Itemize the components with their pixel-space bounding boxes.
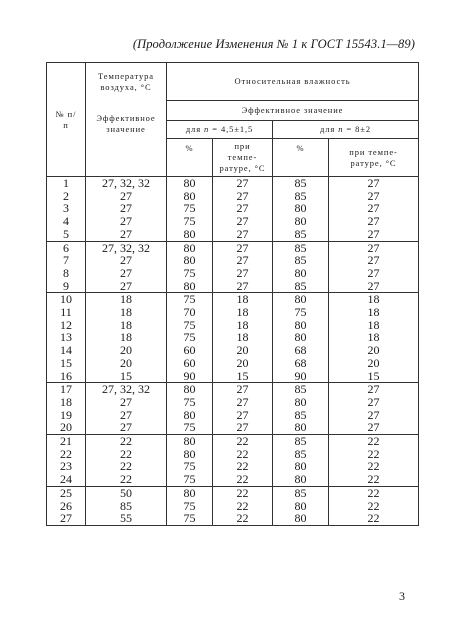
humidity-temp-b-cell: 22 — [329, 435, 419, 448]
air-temperature-cell: 50 — [86, 486, 167, 499]
air-temperature-cell: 27 — [86, 254, 167, 267]
humidity-percent-a-cell: 75 — [167, 396, 213, 409]
header-at-temp-b: при темпе- ратуре, °С — [329, 139, 419, 177]
humidity-temp-b-cell: 27 — [329, 280, 419, 293]
row-number-cell: 8 — [47, 267, 86, 280]
humidity-percent-a-cell: 80 — [167, 435, 213, 448]
humidity-percent-b-cell: 80 — [273, 293, 329, 306]
header-n-a-prefix: для — [185, 124, 202, 134]
header-percent-b: % — [273, 139, 329, 177]
humidity-percent-b-cell: 85 — [273, 241, 329, 254]
air-temperature-cell: 18 — [86, 306, 167, 319]
humidity-temp-b-cell: 22 — [329, 486, 419, 499]
table-row — [47, 293, 419, 306]
header-temp-effective: Эффективное значение — [86, 101, 167, 177]
table-row — [47, 267, 419, 280]
humidity-percent-b-cell: 80 — [273, 215, 329, 228]
air-temperature-cell: 27 — [86, 215, 167, 228]
humidity-percent-b-cell: 75 — [273, 306, 329, 319]
humidity-percent-a-cell: 80 — [167, 409, 213, 422]
header-n-a — [167, 121, 273, 139]
humidity-temp-b-cell: 18 — [329, 306, 419, 319]
humidity-percent-a-cell: 80 — [167, 280, 213, 293]
humidity-temp-b-cell: 18 — [329, 293, 419, 306]
humidity-percent-b-cell: 80 — [273, 319, 329, 332]
table-row — [47, 280, 419, 293]
humidity-percent-a-cell: 80 — [167, 241, 213, 254]
row-number-cell: 14 — [47, 344, 86, 357]
humidity-percent-a-cell: 75 — [167, 319, 213, 332]
humidity-table — [46, 62, 419, 526]
humidity-percent-a-cell: 80 — [167, 383, 213, 396]
table-row — [47, 512, 419, 525]
humidity-temp-a-cell: 22 — [213, 435, 273, 448]
humidity-percent-b-cell: 85 — [273, 383, 329, 396]
humidity-percent-a-cell: 75 — [167, 460, 213, 473]
humidity-temp-b-cell: 22 — [329, 448, 419, 461]
humidity-temp-a-cell: 27 — [213, 177, 273, 190]
humidity-percent-a-cell: 70 — [167, 306, 213, 319]
humidity-temp-b-cell: 22 — [329, 512, 419, 525]
humidity-percent-b-cell: 85 — [273, 448, 329, 461]
air-temperature-cell: 27 — [86, 267, 167, 280]
humidity-temp-a-cell: 18 — [213, 293, 273, 306]
humidity-percent-a-cell: 75 — [167, 512, 213, 525]
row-number-cell: 16 — [47, 370, 86, 383]
air-temperature-cell: 27, 32, 32 — [86, 241, 167, 254]
header-at-temp-a: при темпе- ратуре, °С — [213, 139, 273, 177]
row-number-cell: 1 — [47, 177, 86, 190]
humidity-percent-a-cell: 75 — [167, 267, 213, 280]
humidity-percent-a-cell: 80 — [167, 228, 213, 241]
humidity-percent-b-cell: 68 — [273, 344, 329, 357]
row-number-cell: 11 — [47, 306, 86, 319]
air-temperature-cell: 20 — [86, 357, 167, 370]
humidity-percent-b-cell: 85 — [273, 228, 329, 241]
table-row — [47, 344, 419, 357]
header-n-b-value: = 8±2 — [346, 124, 371, 134]
humidity-temp-b-cell: 27 — [329, 177, 419, 190]
humidity-temp-b-cell: 22 — [329, 473, 419, 486]
table-row — [47, 448, 419, 461]
table-row — [47, 306, 419, 319]
humidity-temp-b-cell: 18 — [329, 331, 419, 344]
header-note: (Продолжение Изменения № 1 к ГОСТ 15543.1—89) — [132, 37, 415, 51]
table-row — [47, 228, 419, 241]
humidity-temp-a-cell: 22 — [213, 473, 273, 486]
humidity-percent-a-cell: 80 — [167, 177, 213, 190]
row-number-cell: 24 — [47, 473, 86, 486]
air-temperature-cell: 22 — [86, 435, 167, 448]
humidity-temp-a-cell: 27 — [213, 190, 273, 203]
humidity-temp-b-cell: 22 — [329, 500, 419, 513]
header-col-temperature: Температура воздуха, °С — [86, 63, 167, 101]
humidity-percent-b-cell: 85 — [273, 409, 329, 422]
humidity-percent-a-cell: 75 — [167, 421, 213, 434]
humidity-temp-a-cell: 27 — [213, 421, 273, 434]
humidity-temp-a-cell: 27 — [213, 396, 273, 409]
header-humidity-effective: Эффективное значение — [167, 101, 419, 121]
humidity-temp-b-cell: 27 — [329, 267, 419, 280]
header-n-b-symbol: n — [338, 124, 344, 134]
humidity-temp-a-cell: 27 — [213, 383, 273, 396]
humidity-temp-b-cell: 27 — [329, 421, 419, 434]
row-number-cell: 17 — [47, 383, 86, 396]
humidity-temp-b-cell: 27 — [329, 202, 419, 215]
air-temperature-cell: 18 — [86, 293, 167, 306]
air-temperature-cell: 22 — [86, 460, 167, 473]
humidity-temp-a-cell: 27 — [213, 202, 273, 215]
humidity-temp-a-cell: 27 — [213, 267, 273, 280]
humidity-percent-b-cell: 85 — [273, 254, 329, 267]
air-temperature-cell: 27 — [86, 280, 167, 293]
table-row — [47, 500, 419, 513]
table-row — [47, 215, 419, 228]
air-temperature-cell: 27 — [86, 409, 167, 422]
table-row — [47, 435, 419, 448]
row-number-cell: 3 — [47, 202, 86, 215]
page-number: 3 — [399, 589, 405, 603]
humidity-temp-a-cell: 15 — [213, 370, 273, 383]
humidity-temp-b-cell: 15 — [329, 370, 419, 383]
row-number-cell: 23 — [47, 460, 86, 473]
air-temperature-cell: 55 — [86, 512, 167, 525]
humidity-percent-a-cell: 80 — [167, 190, 213, 203]
humidity-percent-a-cell: 75 — [167, 473, 213, 486]
air-temperature-cell: 18 — [86, 319, 167, 332]
row-number-cell: 10 — [47, 293, 86, 306]
humidity-percent-b-cell: 85 — [273, 435, 329, 448]
row-number-cell: 21 — [47, 435, 86, 448]
humidity-percent-b-cell: 80 — [273, 331, 329, 344]
header-col-number: № п/п — [47, 63, 86, 177]
humidity-percent-a-cell: 60 — [167, 344, 213, 357]
row-number-cell: 25 — [47, 486, 86, 499]
air-temperature-cell: 22 — [86, 473, 167, 486]
row-number-cell: 13 — [47, 331, 86, 344]
table-row — [47, 177, 419, 190]
humidity-percent-b-cell: 80 — [273, 460, 329, 473]
humidity-percent-a-cell: 60 — [167, 357, 213, 370]
humidity-temp-b-cell: 27 — [329, 383, 419, 396]
table-row — [47, 409, 419, 422]
humidity-temp-a-cell: 27 — [213, 280, 273, 293]
air-temperature-cell: 27 — [86, 396, 167, 409]
humidity-temp-b-cell: 27 — [329, 241, 419, 254]
humidity-percent-b-cell: 85 — [273, 486, 329, 499]
table-row — [47, 421, 419, 434]
table-row — [47, 383, 419, 396]
humidity-percent-b-cell: 80 — [273, 396, 329, 409]
humidity-temp-a-cell: 22 — [213, 486, 273, 499]
humidity-temp-b-cell: 18 — [329, 319, 419, 332]
row-number-cell: 19 — [47, 409, 86, 422]
row-number-cell: 15 — [47, 357, 86, 370]
humidity-percent-b-cell: 85 — [273, 280, 329, 293]
air-temperature-cell: 27, 32, 32 — [86, 177, 167, 190]
row-number-cell: 6 — [47, 241, 86, 254]
air-temperature-cell: 27 — [86, 190, 167, 203]
humidity-temp-a-cell: 27 — [213, 254, 273, 267]
row-number-cell: 26 — [47, 500, 86, 513]
table-row — [47, 241, 419, 254]
row-number-cell: 7 — [47, 254, 86, 267]
table-row — [47, 254, 419, 267]
humidity-temp-b-cell: 27 — [329, 409, 419, 422]
row-number-cell: 20 — [47, 421, 86, 434]
air-temperature-cell: 85 — [86, 500, 167, 513]
humidity-temp-a-cell: 20 — [213, 344, 273, 357]
humidity-percent-b-cell: 80 — [273, 500, 329, 513]
table-row — [47, 202, 419, 215]
humidity-temp-b-cell: 22 — [329, 460, 419, 473]
humidity-percent-a-cell: 80 — [167, 448, 213, 461]
humidity-percent-b-cell: 80 — [273, 512, 329, 525]
humidity-temp-b-cell: 27 — [329, 215, 419, 228]
air-temperature-cell: 27 — [86, 228, 167, 241]
humidity-percent-a-cell: 75 — [167, 293, 213, 306]
header-n-b-prefix: для — [320, 124, 336, 134]
humidity-percent-b-cell: 90 — [273, 370, 329, 383]
table-row — [47, 486, 419, 499]
air-temperature-cell: 27 — [86, 421, 167, 434]
table-row — [47, 370, 419, 383]
humidity-percent-b-cell: 85 — [273, 190, 329, 203]
table-row — [47, 319, 419, 332]
header-percent-a: % — [167, 139, 213, 177]
humidity-temp-b-cell: 27 — [329, 228, 419, 241]
row-number-cell: 2 — [47, 190, 86, 203]
humidity-percent-a-cell: 75 — [167, 500, 213, 513]
humidity-percent-b-cell: 80 — [273, 473, 329, 486]
humidity-percent-a-cell: 75 — [167, 215, 213, 228]
humidity-percent-a-cell: 75 — [167, 331, 213, 344]
humidity-temp-b-cell: 20 — [329, 357, 419, 370]
humidity-temp-a-cell: 22 — [213, 448, 273, 461]
humidity-percent-a-cell: 75 — [167, 202, 213, 215]
humidity-percent-a-cell: 90 — [167, 370, 213, 383]
table-row — [47, 357, 419, 370]
humidity-temp-a-cell: 22 — [213, 460, 273, 473]
humidity-temp-a-cell: 27 — [213, 215, 273, 228]
humidity-temp-a-cell: 22 — [213, 512, 273, 525]
air-temperature-cell: 27 — [86, 202, 167, 215]
header-n-a-symbol: n — [204, 124, 210, 134]
humidity-percent-a-cell: 80 — [167, 254, 213, 267]
row-number-cell: 18 — [47, 396, 86, 409]
humidity-percent-b-cell: 68 — [273, 357, 329, 370]
air-temperature-cell: 15 — [86, 370, 167, 383]
row-number-cell: 27 — [47, 512, 86, 525]
row-number-cell: 12 — [47, 319, 86, 332]
air-temperature-cell: 18 — [86, 331, 167, 344]
humidity-percent-b-cell: 85 — [273, 177, 329, 190]
humidity-temp-a-cell: 22 — [213, 500, 273, 513]
humidity-percent-b-cell: 80 — [273, 202, 329, 215]
header-n-a-value: = 4,5±1,5 — [212, 124, 254, 134]
row-number-cell: 9 — [47, 280, 86, 293]
humidity-temp-b-cell: 27 — [329, 190, 419, 203]
table-row — [47, 396, 419, 409]
humidity-temp-a-cell: 20 — [213, 357, 273, 370]
table-row — [47, 460, 419, 473]
humidity-temp-a-cell: 27 — [213, 228, 273, 241]
humidity-temp-b-cell: 27 — [329, 396, 419, 409]
header-n-b — [273, 121, 419, 139]
table-body — [47, 177, 419, 526]
table-header — [47, 63, 419, 177]
row-number-cell: 4 — [47, 215, 86, 228]
header-col-humidity: Относительная влажность — [167, 63, 419, 101]
air-temperature-cell: 22 — [86, 448, 167, 461]
humidity-temp-a-cell: 27 — [213, 241, 273, 254]
table-row — [47, 473, 419, 486]
air-temperature-cell: 27, 32, 32 — [86, 383, 167, 396]
humidity-temp-b-cell: 27 — [329, 254, 419, 267]
humidity-temp-a-cell: 27 — [213, 409, 273, 422]
humidity-temp-a-cell: 18 — [213, 319, 273, 332]
row-number-cell: 5 — [47, 228, 86, 241]
air-temperature-cell: 20 — [86, 344, 167, 357]
humidity-percent-b-cell: 80 — [273, 267, 329, 280]
humidity-percent-b-cell: 80 — [273, 421, 329, 434]
humidity-temp-a-cell: 18 — [213, 306, 273, 319]
humidity-temp-b-cell: 20 — [329, 344, 419, 357]
row-number-cell: 22 — [47, 448, 86, 461]
table-row — [47, 331, 419, 344]
humidity-temp-a-cell: 18 — [213, 331, 273, 344]
table-row — [47, 190, 419, 203]
humidity-percent-a-cell: 80 — [167, 486, 213, 499]
